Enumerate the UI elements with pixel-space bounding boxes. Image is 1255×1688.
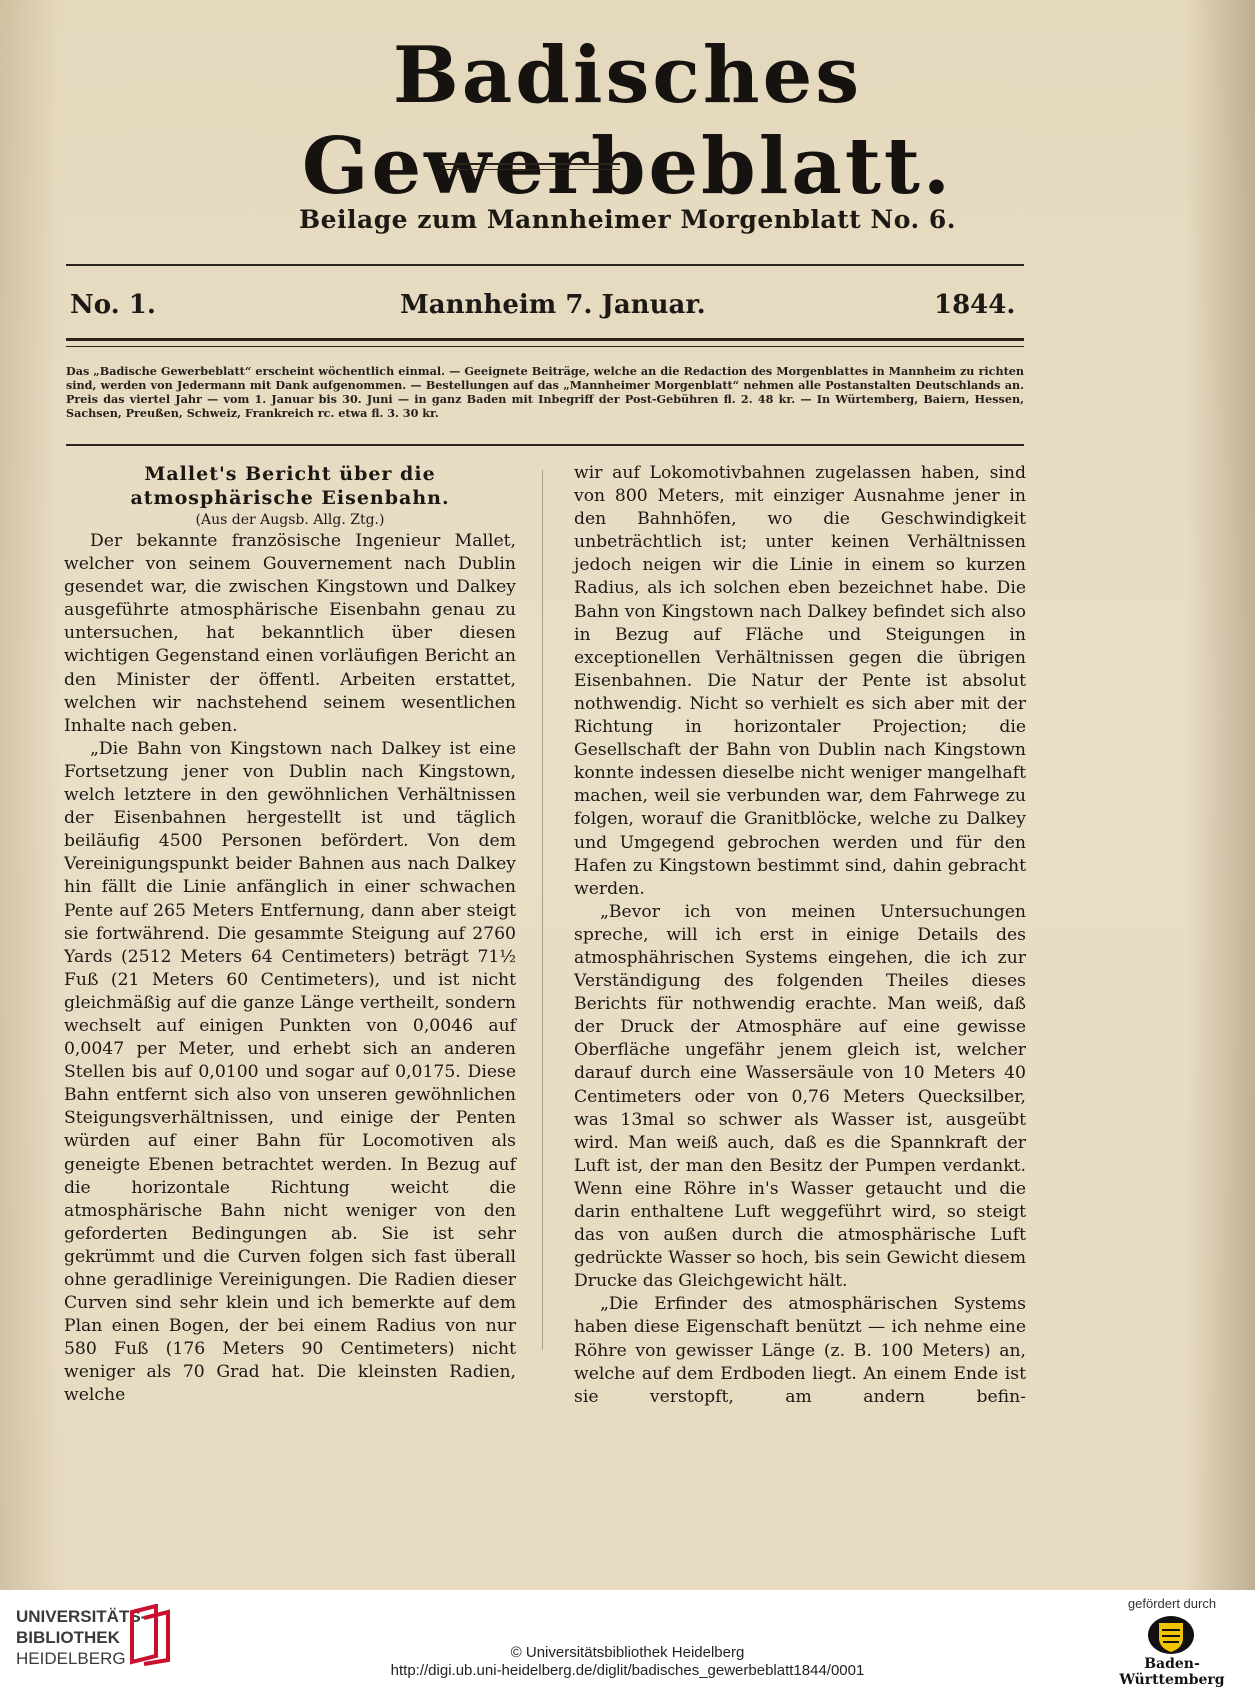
issue-year: 1844.	[934, 290, 1016, 320]
copyright-notice: © Universitätsbibliothek Heidelberg	[510, 1644, 745, 1661]
viewer-footer	[0, 1590, 1255, 1688]
article-paragraph: „Bevor ich von meinen Untersuchungen spreche, will ich erst in einige Details des atmosphährischen Systems eingehen, die ich zur Verständigung des folgenden Theiles dieses Berichts für nothwendig erachte. Man weiß, daß der Druck der Atmosphäre auf eine gewisse Oberfläche ungefähr jenem gleich ist, welcher darauf durch eine Wassersäule von 10 Meters 40 Centimeters oder von 0,76 Meters Quecksilber, was 13mal so schwer als Wasser ist, ausgeübt wird. Man weiß auch, daß es die Spannkraft der Luft ist, der man den Besitz der Pumpen verdankt. Wenn eine Röhre in's Wasser getaucht und die darin enthaltene Luft weggeführt wird, so steigt das von außen durch die atmosphärische Luft gedrückte Wasser so hoch, bis sein Gewicht diesem Drucke das Gleichgewicht hält.	[574, 901, 1026, 1292]
article-paragraph: „Die Erfinder des atmosphärischen Systems haben diese Eigenschaft benützt — ich nehme eine Röhre von gewisser Länge (z. B. 100 Meters) an, welche auf dem Erdboden liegt. An einem Ende ist sie verstopft, am andern befin-	[574, 1294, 1026, 1407]
article-paragraph: „Die Bahn von Kingstown nach Dalkey ist eine Fortsetzung jener von Dublin nach Kingstown, welch letztere in den gewöhnlichen Verhältnissen der Eisenbahnen hergestellt ist und täglich beiläufig 4500 Personen befördert. Von dem Vereinigungspunkt beider Bahnen aus nach Dalkey hin fällt die Linie anfänglich in einer schwachen Pente auf 265 Meters Entfernung, dann aber steigt sie fortwährend. Die gesammte Steigung auf 2760 Yards (2512 Meters 64 Centimeters) beträgt 71½ Fuß (21 Meters 60 Centimeters), und ist nicht gleichmäßig auf die ganze Länge vertheilt, sondern wechselt auf einigen Punkten von 0,0046 auf 0,0047 per Meter, und erhebt sich an anderen Stellen bis auf 0,0100 und sogar auf 0,0175. Diese Bahn entfernt sich also von unseren gewöhnlichen Steigungsverhältnissen, und einige der Penten würden auf einer Bahn für Locomotiven als geneigte Ebenen betrachtet werden. In Bezug auf die horizontale Richtung weicht die atmosphärische Bahn nicht weniger von den geforderten Bedingungen ab. Sie ist sehr gekrümmt und die Curven folgen sich fast überall ohne geradlinige Vereinigungen. Die Radien dieser Curven sind sehr klein und ich bemerkte auf dem Plan einen Bogen, der bei einem Radius von nur 580 Fuß (176 Meters 90 Centimeters) nicht weniger als 70 Grad hat. Die kleinsten Radien, welche	[64, 738, 516, 1406]
article-paragraph: wir auf Lokomotivbahnen zugelassen haben, sind von 800 Meters, mit einziger Ausnahme jener in den Bahnhöfen, wo die Geschwindigkeit unbeträchtlich ist; unter keinen Verhältnissen jedoch neigen wir die Linie in einem so kurzen Radius, als ich solchen eben bezeichnet habe. Die Bahn von Kingstown nach Dalkey befindet sich also in Bezug auf Fläche und Steigungen in exceptionellen Verhältnissen gegen die übrigen Eisenbahnen. Die Natur der Pente ist absolut nothwendig. Nicht so verhielt es sich aber mit der Richtung in horizontaler Projection; die Gesellschaft der Bahn von Dublin nach Kingstown konnte indessen dieselbe nicht weniger mangelhaft machen, weil sie verbunden war, dem Fahrwege zu folgen, worauf die Granitblöcke, welche zu Dalkey und Umgegend gebrochen werden und für den Hafen zu Kingstown bestimmt sind, dahin gebracht werden.	[574, 463, 1026, 899]
header-rule-mid-thin	[66, 346, 1024, 347]
article-paragraph: Der bekannte französische Ingenieur Mallet, welcher von seinem Gouvernement nach Dublin gesendet war, die zwischen Kingstown und Dalkey ausgeführte atmosphärische Eisenbahn genau zu untersuchen, hat bekanntlich über diesen wichtigen Gegenstand einen vorläufigen Bericht an den Minister der öffentl. Arbeiten erstattet, welchen wir nachstehend seinem wesentlichen Inhalte nach geben.	[64, 531, 516, 736]
notice-rule	[66, 444, 1024, 446]
sponsor-name: Baden-Württemberg	[1119, 1656, 1225, 1688]
article-title: Mallet's Bericht über die atmosphärische Eisenbahn.	[130, 463, 450, 509]
column-divider	[542, 470, 543, 1350]
article-source: (Aus der Augsb. Allg. Ztg.)	[195, 512, 385, 528]
issue-row	[70, 290, 1015, 330]
library-name-line: HEIDELBERG	[16, 1649, 126, 1668]
subscription-notice: Das „Badische Gewerbeblatt“ erscheint wöchentlich einmal. — Geeignete Beiträge, welche an die Redaction des Morgenblattes in Mannheim zu richten sind, werden von Jedermann mit Dank aufgenommen. — Bestellungen auf das „Mannheimer Morgenblatt“ nehmen alle Postanstalten Deutschlands an. Preis das viertel Jahr — vom 1. Januar bis 30. Juni — in ganz Baden mit Inbegriff der Post-Gebühren fl. 2. 48 kr. — In Würtemberg, Baiern, Hessen, Sachsen, Preußen, Schweiz, Frankreich rc. etwa fl. 3. 30 kr.	[66, 364, 1024, 420]
permalink-url[interactable]: http://digi.ub.uni-heidelberg.de/diglit/badisches_gewerbeblatt1844/0001	[390, 1662, 865, 1679]
article-column-right	[574, 462, 1026, 1409]
header-rule-top	[66, 264, 1024, 266]
library-name-line: BIBLIOTHEK	[16, 1628, 120, 1647]
issue-number: No. 1.	[70, 290, 156, 320]
sponsor-label: gefördert durch	[1127, 1596, 1217, 1611]
masthead-title: Badisches Gewerbeblatt.	[301, 30, 954, 212]
header-rule-mid	[66, 338, 1024, 341]
masthead-rule-lower	[440, 169, 620, 170]
article-column-left	[64, 462, 516, 1408]
supplement-line: Beilage zum Mannheimer Morgenblatt No. 6.	[298, 205, 957, 234]
library-name-line: UNIVERSITÄTS-	[16, 1607, 147, 1626]
baden-wuerttemberg-crest-icon	[1146, 1614, 1196, 1656]
masthead-rule-upper	[440, 163, 620, 165]
issue-place-date: Mannheim 7. Januar.	[400, 290, 706, 320]
